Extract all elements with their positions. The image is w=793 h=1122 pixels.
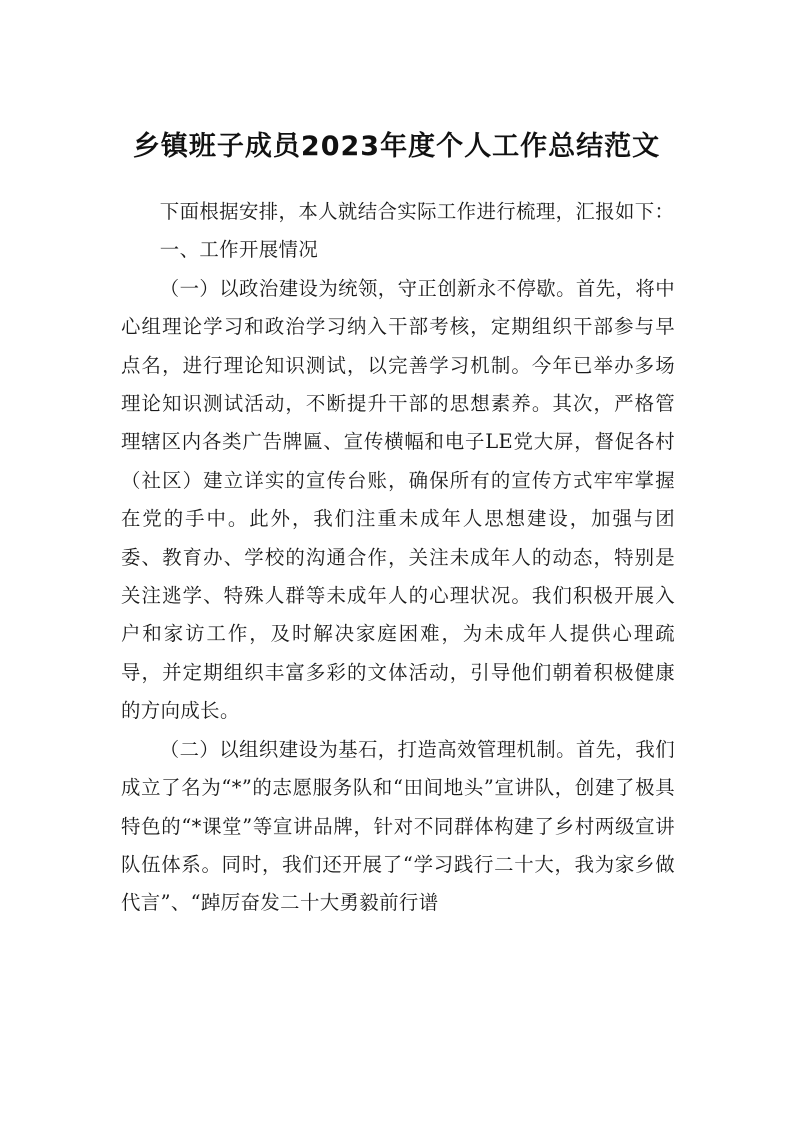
section-heading: 一、工作开展情况 bbox=[159, 238, 319, 262]
intro-paragraph: 下面根据安排，本人就结合实际工作进行梳理，汇报如下： bbox=[159, 200, 675, 223]
document-body bbox=[121, 193, 675, 923]
paragraph-political-building: （一）以政治建设为统领，守正创新永不停歇。首先，将中心组理论学习和政治学习纳入干部考核，定期组织干部参与早点名，进行理论知识测试，以完善学习机制。今年已举办多场理论知识测试活动，不断提升干部的思想素养。其次，严格管理辖区内各类广告牌匾、宣传横幅和电子LE党大屏，督促各村（社区）建立详实的宣传台账，确保所有的宣传方式牢牢掌握在党的手中。此外，我们注重未成年人思想建设，加强与团委、教育办、学校的沟通合作，关注未成年人的动态，特别是关注逃学、特殊人群等未成年人的心理状况。我们积极开展入户和家访工作，及时解决家庭困难，为未成年人提供心理疏导，并定期组织丰富多彩的文体活动，引导他们朝着积极健康的方向成长。 bbox=[121, 276, 675, 723]
document-title: 乡镇班子成员2023年度个人工作总结范文 bbox=[132, 131, 661, 162]
paragraph-organization-building: （二）以组织建设为基石，打造高效管理机制。首先，我们成立了名为“*”的志愿服务队和“田间地头”宣讲队，创建了极具特色的“*课堂”等宣讲品牌，针对不同群体构建了乡村两级宣讲队伍体系。同时，我们还开展了“学习践行二十大，我为家乡做代言”、“踔厉奋发二十大勇毅前行谱 bbox=[121, 737, 675, 915]
